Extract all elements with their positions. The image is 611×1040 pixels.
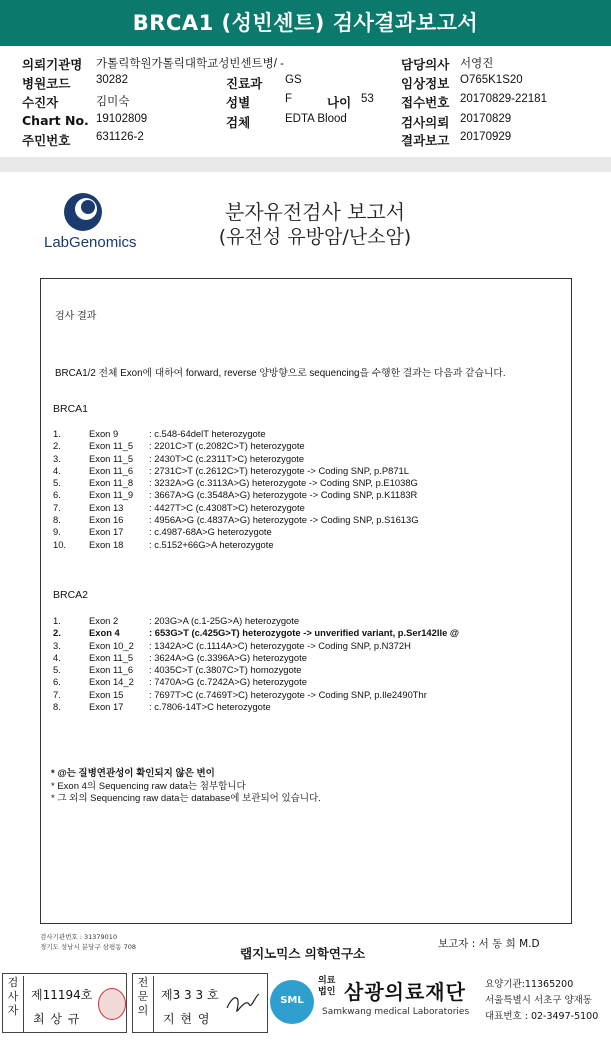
variant-exon: Exon 2 [89,615,119,626]
org-type: 의료법인 [318,976,336,997]
variant-row [53,489,563,501]
variant-exon: Exon 4 [89,627,120,639]
info-label: 의뢰기관명 [22,57,83,72]
info-label: 진료과 [226,76,263,91]
lab-info [40,932,136,952]
info-value: F [285,93,293,105]
variant-number: 2. [53,440,61,452]
info-value: 30282 [96,74,128,86]
variant-result: : 3232A>G (c.3113A>G) heterozygote -> Coding SNP, p.E1038G [149,477,418,489]
doctor-name: 지 현 영 [163,1012,211,1026]
patient-info-row [0,113,611,130]
variant-result: : 3624A>G (c.3396A>G) heterozygote [149,651,307,663]
variant-row [53,676,563,688]
result-notes [51,765,551,803]
info-label: 수진자 [22,95,59,110]
report-doc-title: 분자유전검사 보고서 [224,200,406,224]
patient-info-row [0,55,611,72]
variant-number: 1. [53,615,61,626]
variant-row [53,689,563,701]
variant-row [53,652,563,664]
variant-exon: Exon 17 [89,526,124,538]
patient-info-row [0,93,611,110]
lab-address: 경기도 성남시 분당구 삼평동 708 [40,943,137,951]
org-name: 삼광의료재단 [344,980,466,1004]
org-code: 요양기관:11365200 [485,979,574,990]
variant-number: 5. [53,664,61,676]
variant-result: : 2201C>T (c.2082C>T) heterozygote [149,440,305,452]
result-box [40,278,572,924]
variant-exon: Exon 11_8 [89,477,134,489]
info-value: 서영진 [460,58,494,70]
org-phone: 대표번호 : 02-3497-5100 [485,1011,599,1022]
info-label: 결과보고 [401,133,450,148]
sml-logo-icon [270,980,314,1024]
variant-row [53,514,563,526]
report-title: BRCA1 (성빈센트) 검사결과보고서 [132,11,479,35]
info-value: 631126-2 [96,131,144,143]
info-value: EDTA Blood [285,113,347,125]
brca2-list [53,615,563,713]
variant-result: : 3667A>G (c.3548A>G) heterozygote -> Coding SNP, p.K1183R [149,489,418,501]
result-section-title: 검사 결과 [55,311,97,322]
info-label: 검체 [226,115,251,130]
variant-row [53,477,563,489]
variant-exon: Exon 11_6 [89,464,134,476]
variant-exon: Exon 11_5 [89,452,134,464]
info-value: O765K1S20 [460,74,523,86]
org-address: 서울특별시 서초구 양재동 [485,995,592,1006]
info-label: Chart No. [22,113,89,128]
note-line: * Exon 4의 Sequencing raw data는 첨부합니다 [51,780,246,792]
variant-row [53,615,563,627]
variant-number: 8. [53,701,61,713]
info-label: 검사의뢰 [401,115,450,130]
tester-license: 제11194호 [31,988,93,1002]
result-intro: BRCA1/2 전체 Exon에 대하여 forward, reverse 양방향으로 sequencing을 수행한 결과는 다음과 같습니다. [55,368,506,379]
info-label: 나이 [327,95,352,110]
signature-scribble-icon [223,988,263,1020]
note-line: * 그 외의 Sequencing raw data는 database에 보관되어 있습니다. [51,793,321,804]
variant-result: : 653G>T (c.425G>T) heterozygote -> unverified variant, p.Ser142Ile @ [149,627,460,639]
variant-row [53,465,563,477]
report-header [0,0,611,46]
info-value: 가톨릭학원가톨릭대학교성빈센트병/ - [96,58,284,70]
variant-result: : 203G>A (c.1-25G>A) heterozygote [149,615,300,626]
variant-number: 3. [53,639,61,651]
tester-label: 검사자 [6,976,24,1032]
variant-row [53,640,563,652]
variant-number: 10. [53,538,67,550]
variant-row [53,627,563,639]
variant-row [53,428,563,440]
note-line: * @는 질병연관성이 확인되지 않은 변이 [51,768,215,779]
variant-number: 8. [53,514,61,526]
doctor-label: 전문의 [136,976,154,1032]
info-value: 20170829-22181 [460,93,547,105]
variant-number: 7. [53,501,61,513]
variant-number: 9. [53,526,61,538]
variant-result: : 7697T>C (c.7469T>C) heterozygote -> Coding SNP, p.Ile2490Thr [149,688,427,700]
variant-exon: Exon 9 [89,428,119,439]
seal-stamp [98,988,126,1020]
variant-number: 6. [53,676,61,688]
lab-name: 랩지노믹스 의학연구소 [240,946,366,961]
variant-number: 7. [53,688,61,700]
info-value: 53 [361,93,374,105]
brca1-title: BRCA1 [53,403,89,415]
variant-number: 1. [53,428,61,439]
report-doc-subtitle: (유전성 유방암/난소암) [218,226,412,248]
section-divider [0,157,611,172]
variant-exon: Exon 13 [89,501,124,513]
info-label: 성별 [226,95,251,110]
variant-number: 5. [53,477,61,489]
variant-exon: Exon 16 [89,514,124,526]
info-value: 20170929 [460,131,512,143]
brca1-list [53,428,563,551]
patient-info-row [0,131,611,148]
variant-result: : 4427T>C (c.4308T>C) heterozygote [149,501,305,513]
sml-logo-letters: SML [280,995,304,1006]
variant-row [53,539,563,551]
variant-row [53,701,563,713]
signature-box-doctor [132,973,268,1033]
variant-row [53,664,563,676]
variant-number: 2. [53,627,61,639]
info-value: 20170829 [460,113,512,125]
variant-row [53,440,563,452]
variant-exon: Exon 10_2 [89,639,134,651]
variant-exon: Exon 18 [89,538,124,550]
org-english: Samkwang medical Laboratories [322,1007,470,1017]
variant-exon: Exon 11_9 [89,489,134,501]
variant-result: : c.548-64delT heterozygote [149,428,266,439]
patient-info [0,52,611,152]
variant-exon: Exon 11_5 [89,651,134,663]
info-label: 주민번호 [22,133,71,148]
doctor-license: 제3 3 3 호 [161,988,219,1002]
variant-number: 4. [53,464,61,476]
patient-info-row [0,74,611,91]
info-label: 임상정보 [401,76,450,91]
labgenomics-logo-text: LabGenomics [44,234,137,251]
lab-number: 검사기관번호 : 31379010 [40,933,118,941]
variant-exon: Exon 14_2 [89,676,134,688]
signature-box-tester [2,973,127,1033]
info-value: 김미숙 [96,96,130,108]
variant-result: : c.5152+66G>A heterozygote [149,538,274,550]
tester-name: 최 상 규 [33,1012,81,1026]
variant-exon: Exon 11_5 [89,440,134,452]
brca2-title: BRCA2 [53,589,89,601]
info-label: 병원코드 [22,76,71,91]
info-label: 담당의사 [401,57,450,72]
info-value: 19102809 [96,113,148,125]
info-value: GS [285,74,302,86]
variant-result: : 4035C>T (c.3807C>T) homozygote [149,664,302,676]
variant-exon: Exon 15 [89,688,124,700]
info-label: 접수번호 [401,95,450,110]
signature-bar [0,970,611,1040]
variant-exon: Exon 17 [89,701,124,713]
variant-result: : c.7806-14T>C heterozygote [149,701,271,713]
variant-result: : 2731C>T (c.2612C>T) heterozygote -> Coding SNP, p.P871L [149,464,409,476]
variant-result: : 1342A>C (c.1114A>C) heterozygote -> Coding SNP, p.N372H [149,639,411,651]
variant-row [53,453,563,465]
variant-number: 3. [53,452,61,464]
variant-row [53,526,563,538]
variant-number: 4. [53,651,61,663]
variant-result: : 7470A>G (c.7242A>G) heterozygote [149,676,307,688]
variant-result: : c.4987-68A>G heterozygote [149,526,272,538]
variant-row [53,502,563,514]
reporter: 보고자 : 서 동 희 M.D [438,938,540,950]
variant-result: : 2430T>C (c.2311T>C) heterozygote [149,452,305,464]
variant-result: : 4956A>G (c.4837A>G) heterozygote -> Coding SNP, p.S1613G [149,514,419,526]
variant-number: 6. [53,489,61,501]
variant-exon: Exon 11_6 [89,664,134,676]
